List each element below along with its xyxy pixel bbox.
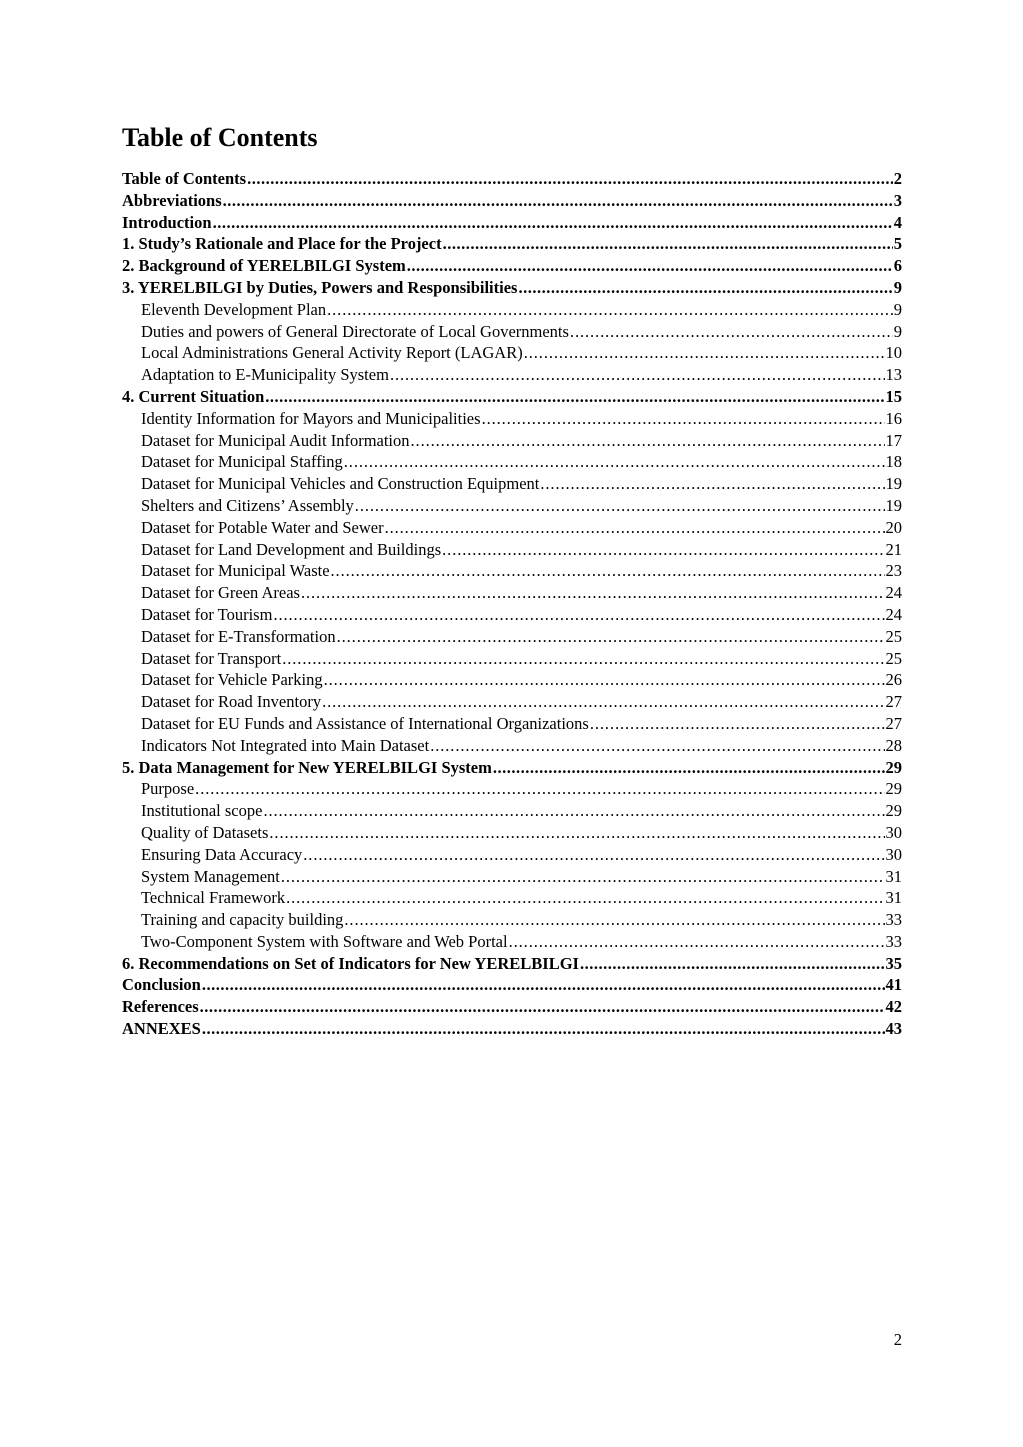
toc-entry-title: 4. Current Situation xyxy=(122,386,265,406)
toc-entry-page-number: 17 xyxy=(885,430,902,450)
dot-leader xyxy=(265,386,884,408)
toc-entry-page-number: 16 xyxy=(885,408,902,428)
toc-entry-page-number: 29 xyxy=(885,801,902,821)
toc-entry-title: Duties and powers of General Directorate of Local Governments xyxy=(141,321,569,341)
toc-entry-link[interactable] xyxy=(122,386,902,408)
dot-leader xyxy=(322,691,884,713)
toc-entry-title: Quality of Datasets xyxy=(141,822,269,842)
toc-entry-link[interactable] xyxy=(122,299,902,321)
toc-entry-title: Dataset for Municipal Audit Information xyxy=(141,430,410,450)
dot-leader xyxy=(337,626,885,648)
toc-entry-page-number: 29 xyxy=(885,779,902,799)
toc-entry-page-number: 31 xyxy=(885,866,902,886)
toc-entry-link[interactable] xyxy=(122,909,902,931)
dot-leader xyxy=(282,648,884,670)
toc-entry-link[interactable] xyxy=(122,582,902,604)
dot-leader xyxy=(195,778,884,800)
toc-entry-link[interactable] xyxy=(122,713,902,735)
toc-entry-title: Institutional scope xyxy=(141,801,263,821)
toc-entry-page-number: 25 xyxy=(885,626,902,646)
dot-leader xyxy=(390,364,885,386)
toc-entry-link[interactable] xyxy=(122,168,902,190)
dot-leader xyxy=(407,255,893,277)
toc-entry-page-number: 43 xyxy=(885,1019,902,1039)
dot-leader xyxy=(411,430,885,452)
dot-leader xyxy=(344,909,884,931)
toc-entry-page-number: 26 xyxy=(885,670,902,690)
toc-entry-link[interactable] xyxy=(122,953,902,975)
toc-entry-title: References xyxy=(122,997,199,1017)
toc-entry-page-number: 9 xyxy=(893,277,902,297)
toc-entry-link[interactable] xyxy=(122,255,902,277)
toc-entry-title: Conclusion xyxy=(122,975,201,995)
toc-entry-link[interactable] xyxy=(122,691,902,713)
toc-entry-page-number: 4 xyxy=(893,212,902,232)
toc-entry-link[interactable] xyxy=(122,866,902,888)
toc-entry-title: Local Administrations General Activity Report (LAGAR) xyxy=(141,343,523,363)
dot-leader xyxy=(281,866,885,888)
toc-entry-title: Abbreviations xyxy=(122,190,222,210)
dot-leader xyxy=(331,560,885,582)
toc-entry-title: Identity Information for Mayors and Municipalities xyxy=(141,408,481,428)
toc-entry-title: Ensuring Data Accuracy xyxy=(141,844,303,864)
toc-entry-page-number: 29 xyxy=(885,757,902,777)
dot-leader xyxy=(518,277,892,299)
toc-entry-link[interactable] xyxy=(122,342,902,364)
toc-entry-page-number: 3 xyxy=(893,190,902,210)
toc-entry-title: ANNEXES xyxy=(122,1019,201,1039)
toc-entry-title: Technical Framework xyxy=(141,888,286,908)
toc-entry-title: Dataset for Municipal Staffing xyxy=(141,452,343,472)
dot-leader xyxy=(324,669,885,691)
toc-entry-link[interactable] xyxy=(122,517,902,539)
toc-entry-title: Dataset for E-Transformation xyxy=(141,626,336,646)
toc-entry-page-number: 5 xyxy=(893,234,902,254)
toc-entry-title: 2. Background of YERELBILGI System xyxy=(122,256,406,276)
toc-entry-page-number: 27 xyxy=(885,713,902,733)
dot-leader xyxy=(200,996,885,1018)
toc-entry-page-number: 33 xyxy=(885,910,902,930)
toc-entry-page-number: 24 xyxy=(885,604,902,624)
dot-leader xyxy=(202,1018,885,1040)
toc-entry-title: 3. YERELBILGI by Duties, Powers and Responsibilities xyxy=(122,277,518,297)
toc-entry-page-number: 24 xyxy=(885,583,902,603)
toc-entry-title: Two-Component System with Software and Web Portal xyxy=(141,931,508,951)
dot-leader xyxy=(286,887,884,909)
dot-leader xyxy=(524,342,885,364)
dot-leader xyxy=(442,539,884,561)
toc-entry-page-number: 13 xyxy=(885,365,902,385)
toc-entry-link[interactable] xyxy=(122,648,902,670)
toc-entry-link[interactable] xyxy=(122,757,902,779)
dot-leader xyxy=(355,495,885,517)
toc-entry-page-number: 30 xyxy=(885,822,902,842)
dot-leader xyxy=(540,473,884,495)
dot-leader xyxy=(430,735,884,757)
toc-entry-page-number: 10 xyxy=(885,343,902,363)
toc-entry-link[interactable] xyxy=(122,735,902,757)
dot-leader xyxy=(570,321,893,343)
toc-entry-page-number: 6 xyxy=(893,256,902,276)
page-title: Table of Contents xyxy=(122,123,318,152)
toc-entry-page-number: 31 xyxy=(885,888,902,908)
toc-entry-link[interactable] xyxy=(122,233,902,255)
toc-entry-link[interactable] xyxy=(122,473,902,495)
toc-entry-title: 1. Study’s Rationale and Place for the Project xyxy=(122,234,442,254)
toc-entry-link[interactable] xyxy=(122,778,902,800)
dot-leader xyxy=(344,451,885,473)
dot-leader xyxy=(273,604,884,626)
toc-entry-page-number: 33 xyxy=(885,931,902,951)
toc-entry-page-number: 9 xyxy=(893,321,902,341)
toc-entry-page-number: 19 xyxy=(885,474,902,494)
toc-entry-page-number: 23 xyxy=(885,561,902,581)
toc-entry-link[interactable] xyxy=(122,887,902,909)
toc-entry-link[interactable] xyxy=(122,539,902,561)
toc-entry-link[interactable] xyxy=(122,560,902,582)
dot-leader xyxy=(590,713,885,735)
toc-entry-link[interactable] xyxy=(122,996,902,1018)
toc-entry-page-number: 15 xyxy=(885,386,902,406)
toc-entry-link[interactable] xyxy=(122,277,902,299)
toc-entry-title: Dataset for Municipal Waste xyxy=(141,561,330,581)
toc-entry-title: Dataset for Vehicle Parking xyxy=(141,670,323,690)
toc-entry-title: Dataset for Municipal Vehicles and Construction Equipment xyxy=(141,474,540,494)
toc-entry-page-number: 25 xyxy=(885,648,902,668)
toc-entry-title: Dataset for Land Development and Buildings xyxy=(141,539,442,559)
dot-leader xyxy=(223,190,893,212)
toc-entry-page-number: 18 xyxy=(885,452,902,472)
dot-leader xyxy=(263,800,884,822)
toc-entry-page-number: 28 xyxy=(885,735,902,755)
toc-entry-title: Dataset for Tourism xyxy=(141,604,273,624)
toc-entry-link[interactable] xyxy=(122,822,902,844)
table-of-contents xyxy=(122,168,902,1040)
toc-entry-title: Dataset for EU Funds and Assistance of International Organizations xyxy=(141,713,589,733)
dot-leader xyxy=(247,168,893,190)
toc-entry-link[interactable] xyxy=(122,190,902,212)
toc-entry-link[interactable] xyxy=(122,931,902,953)
toc-entry-title: System Management xyxy=(141,866,280,886)
dot-leader xyxy=(509,931,885,953)
toc-entry-link[interactable] xyxy=(122,626,902,648)
page-number: 2 xyxy=(893,1330,902,1349)
toc-entry-link[interactable] xyxy=(122,408,902,430)
toc-entry-page-number: 42 xyxy=(885,997,902,1017)
dot-leader xyxy=(385,517,885,539)
toc-entry-title: Indicators Not Integrated into Main Dataset xyxy=(141,735,430,755)
toc-entry-page-number: 9 xyxy=(893,299,902,319)
dot-leader xyxy=(580,953,885,975)
toc-entry-link[interactable] xyxy=(122,974,902,996)
toc-entry-page-number: 2 xyxy=(893,169,902,188)
toc-entry-link[interactable] xyxy=(122,800,902,822)
toc-entry-title: Dataset for Potable Water and Sewer xyxy=(141,517,384,537)
dot-leader xyxy=(269,822,884,844)
toc-entry-title: 5. Data Management for New YERELBILGI System xyxy=(122,757,492,777)
toc-entry-title: Training and capacity building xyxy=(141,910,344,930)
dot-leader xyxy=(482,408,885,430)
toc-entry-link[interactable] xyxy=(122,364,902,386)
toc-entry-page-number: 27 xyxy=(885,692,902,712)
toc-entry-link[interactable] xyxy=(122,212,902,234)
toc-entry-title: 6. Recommendations on Set of Indicators for New YERELBILGI xyxy=(122,953,579,973)
toc-entry-title: Dataset for Green Areas xyxy=(141,583,300,603)
dot-leader xyxy=(301,582,885,604)
toc-entry-link[interactable] xyxy=(122,844,902,866)
toc-entry-link[interactable] xyxy=(122,669,902,691)
toc-entry-page-number: 19 xyxy=(885,495,902,515)
toc-entry-page-number: 30 xyxy=(885,844,902,864)
toc-entry-title: Purpose xyxy=(141,779,195,799)
toc-entry-page-number: 41 xyxy=(885,975,902,995)
toc-entry-link[interactable] xyxy=(122,495,902,517)
toc-entry-page-number: 21 xyxy=(885,539,902,559)
toc-entry-link[interactable] xyxy=(122,604,902,626)
toc-entry-page-number: 35 xyxy=(885,953,902,973)
dot-leader xyxy=(493,757,885,779)
toc-entry-link[interactable] xyxy=(122,451,902,473)
toc-entry-title: Dataset for Transport xyxy=(141,648,282,668)
dot-leader xyxy=(303,844,884,866)
dot-leader xyxy=(213,212,893,234)
toc-entry-title: Table of Contents xyxy=(122,169,247,188)
toc-entry-title: Adaptation to E-Municipality System xyxy=(141,365,389,385)
toc-entry-title: Shelters and Citizens’ Assembly xyxy=(141,495,354,515)
toc-entry-title: Dataset for Road Inventory xyxy=(141,692,322,712)
toc-entry-title: Eleventh Development Plan xyxy=(141,299,327,319)
toc-entry-link[interactable] xyxy=(122,430,902,452)
dot-leader xyxy=(443,233,893,255)
toc-entry-page-number: 20 xyxy=(885,517,902,537)
dot-leader xyxy=(327,299,893,321)
toc-entry-link[interactable] xyxy=(122,1018,902,1040)
toc-entry-link[interactable] xyxy=(122,321,902,343)
toc-entry-title: Introduction xyxy=(122,212,212,232)
dot-leader xyxy=(202,974,885,996)
